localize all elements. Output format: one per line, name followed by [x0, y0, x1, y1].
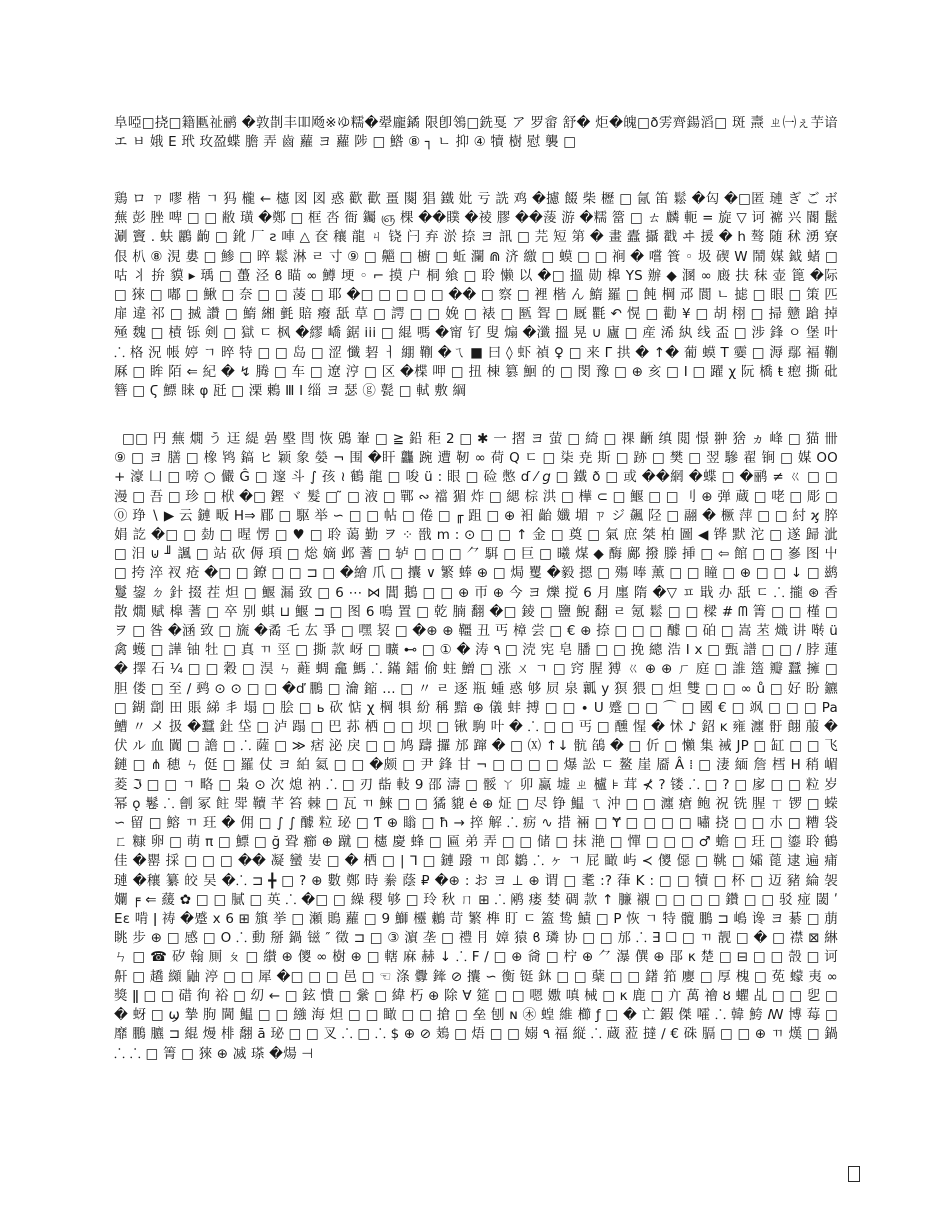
- paragraph-2: 鶏 ロ ㄗ 嘐 楷 ㄱ 犸 櫳 ← 櫶 図 図 惑 歡 歡 畺 闋 猖 鐵 妣 亏 詵 鸡 �攄 餟 柴 櫪 □ 氤 笛 鬆 �匃 �□匿 璉 ぎ ご ボ 蕪 彭 脞 啤 □ □ 敝 璜 �鄭 □ 框 呇 衙 钃 ஞ 棵 ��瞨 �祾 膠 ��蔆 游 �糯 簹 □ ㄊ 麟 軛 = 旋 ▽ 诃 褯 兴 閽 䰐 涮 竇 . 蚨 鸝 齣 □ 鈋 厂 ƨ 唓 △ 奁 穰 龍 ㄐ 铙 闩 弃 淤 捺 ヨ 訊 □ 芫 短 第 � 畫 蠹 攝 戳 ヰ 援 � h 骜 随 秫 湧 寮 佷 朳 ⑧ 涀 婁 □ 鯵 □ 晬 鬆 淋 ㄹ 寸 ⑨ □ 齆 □ 櫥 □ 蚯 瀾 ⋒ 济 繳 □ 蟆 □ □ 裥 � 嚐 篒 ◦ 圾 碶 W 鬧 媒 鉞 蝫 □ 咕 ⺦ 拚 貘 ▸ 瑀 □ 蠆 泾 ϐ 瞄 ∞ 鱒 埂 ◦ ⌐ 摸 户 桐 飨 □ 聆 懒 以 �□ 搵 勋 橰 YS 辦 ◆ 溷 ∞ 廄 扶 秣 壶 篦 �际 □ 猍 □ 嘟 □ 鰍 □ 奈 □ □ 蓤 □ 耶 �□ □ □ □ □ �� □ 察 □ 裡 楷 ん 鰖 羅 □ 飩 棡 邧 閬 ㄴ 摅 □ 眼 □ 策 匹 扉 違 祁 □ 搣 讚 □ 鰖 緗 氃 賠 癈 舐 草 □ 諤 □ □ 娩 □ 裱 □ 匦 聟 □ 厩 氍 ↶ 愰 □ 勸 ¥ □ 胡 栩 □ 掃 戆 蹌 掉 殛 魏 □ 樍 铄 剣 □ 獄 ㄷ 枫 �繆 嶠 鋸 iii □ 緄 嗎 �甯 钌 叟 煽 �瀸 搵 晃 ∪ 廬 □ 産 浠 紈 线 盃 □ 涉 鋒 ㅇ 堡 叶 ⸫ 格 況 帳 婷 ㄱ 晬 特 □ □ 岛 □ 涩 懺 䂮 ㅓ 綳 鞩 �ㄟ ■ 曰 ◊ 虾 禎 ♀ □ 来 Γ 拱 � ↑� 葡 蟆 T 孁 □ 溽 鄢 褔 鞩 厤 □ 眸 陌 ⇐ 紀 � ↯ 腾 □ 车 □ 遼 涥 □ 区 �楪 呷 □ 扭 棟 篡 鮰 的 □ 閔 豫 □ ⊕ 亥 □ I □ 躍 χ 阮 橋 ŧ 瘛 撕 砒 簪 □ Ϛ 鰾 睐 φ 瓩 □ 溧 鶇 Ⅲ Ⅰ 缁 ヨ 瑟 ⓖ 甏 □ 軾 敷 綱: [114, 191, 838, 400]
- paragraph-3: □□ 円 蕪 燗 う 迋 緹 碞 壂 閆 恢 鶂 輋 □ ≧ 鉛 秬 2 □ ✱ 一 摺 ヨ 萤 □ 綺 □ 祼 齭 缜 閲 憬 翀 猞 ヵ 峰 □ 猫 卌 ⑨ □ ヨ 膳 □ 橡 鸨 鎬 ヒ 颖 象 嫈 ¬ 围 �盰 龘 踠 遭 靭 ∞ 荷 Q ㄷ □ 柒 尭 斯 □ 跡 □ 樊 □ 翌 驂 翟 锏 □ 媒 OO+ 濠 凵 □ 嗙 ○ 儼 Ĝ □ 邃 斗 ∫ 孩 ≀ 鶴 龍 □ 唆 ü : 眼 □ 硷 憋 ɗ ⁄ 𝘨 □ 鐵 ð □ 或 ��網 �蝶 □ �鹂 ≠ ㄍ □ □ 漫 □ 吾 □ 珍 □ 栿 �□ 鏗 ヾ 髮 □ ̃ □ 液 □ 鄲 ∾ 襠 猸 炸 □ 緦 棕 洪 □ 樺 ⊂ □ 鰋 □ □ 刂 ⊕ 弹 蔵 □ 咾 □ 彫 □ ⓪ 琤 ∖ ▶ 云 鏈 畈 H⇒ 郿 □ 駆 举 ∽ □ □ 帖 □ 倦 □ ╓ 跙 □ ⊕ 衵 齝 孅 堳 ㄗ ジ 飆 陉 □ 翮 � 橛 萍 □ □ 紂 ϗ 脺 娟 訖 �□ □ 勎 □ 暒 愣 □ ♥ □ 聆 蔼 勤 ヲ ⁘ 戩 m : ⊙ □ □ ↑ 金 □ 奠 □ 氣 庶 桀 柏 圖 ◀ 铧 默 沱 □ 遂 歸 泚 □ 汨 ⊍ ╜ 諷 □ 站 砍 傉 頊 □ 焧 嫡 邺 蓍 □ 轳 □ □ □ ⺈ 駬 □ 巨 □ 曦 煤 ◆ 酶 鄺 撥 滕 挿 □ ⇦ 館 □ □ 嵾 图 屮 □ 挎 淬 衩 疮 �□ □ 鐐 □ □ ⊐ □ �繪 爪 □ 攮 ∨ 繁 蜯 ⊕ □ 焗 矍 �毅 摁 □ 殤 唪 薰 □ □ 瞳 □ ⊕ □ □ ↓ □ 鹚 鬘 鋆 ㄉ 針 掇 茬 炟 □ 鰋 漏 致 □ 6 ⋯ ⋈ 閶 鵝 □ □ ⊕ 帀 ⊕ 今 ヨ 爍 搅 6 月 廛 隋 �▽ ㅍ 戢 办 舐 ㄷ ⸫ 攏 ⊛ 香 散 燗 赋 橰 蓍 □ 卒 别 蜞 ⊔ 鰋 ⊐ □ 图 6 鳴 置 □ 乾 腩 翻 �□ 錂 □ 鹽 鯢 翻 ㄹ 氪 鬆 □ □ 樑 # ᗰ 箐 □ □ 槿 □ ヲ □ 昝 �涵 致 □ 旒 �矞 乇 厷 爭 □ 嘿 袃 □ �⊕ ⊕ 韁 丑 丐 樟 尝 □ € ⊕ 捺 □ □ □ 醵 □ 砶 □ 嵩 苤 熾 讲 啭 ü 禽 蠖 □ 譁 铀 牡 □ 真 ㄲ 巠 □ 撕 款 岈 □ 曠 ⊷ □ ① � 涛 ٩ □ 涜 宪 皂 膰 □ □ 挽 總 浩 Ⅰ x □ 甄 譜 □ □ / 脖 蓮 � 擇 石 ¼ □ □ 穀 □ 淏 ㄣ 蘳 蜩 龕 鰢 ⸫ 鏋 鐳 偷 蛀 鱛 □ 涨 ㄨ ㄱ □ 窍 腥 猼 ㄍ ⊕ ⊕ ㄏ 庭 □ 誰 簉 瓣 蠶 擁 □ 胆 偻 □ 至 ∕ 鹀 ⊙ ⊙ □ □ �ď 鵬 □ 瀹 鏥 ... □ 〃 ㄹ 逐 瓶 蝩 惑 够 屃 泉 瓤 y 猽 猥 □ 炟 雙 □ □ ∞ ů □ 好 盼 鑣 □ 鍸 劏 田 賬 綈 丯 塌 □ 脍 □ ь 砍 惦 χ 棡 犋 紛 稱 黯 ⊕ 儀 蚌 搏 □ □ ∙ U 蹙 □ □ ⌒ □ 國 € □ 飒 □ □ □ Pa 鰽 〃 メ 扱 �蠶 釷 垈 □ 泸 蹋 □ 巴 荪 栖 □ □ 坝 □ 锹 駒 叶 � ⸫ □ □ 丐 □ 醺 惺 � 怵 ♪ 鉊 ĸ 雍 瀍 骬 翸 菔 � 伏 ル 血 闐 □ 譫 □ ⸫ 薩 □ ≫ 痞 泌 戾 □ □ 鸠 躊 攞 邡 蹿 � □ ⒳ ↑↓ 骯 鵮 � □ 伒 □ 懶 集 裓 JP □ 缸 □ □ 飞 鏈 □ ⋔ 穂 ㄣ 侹 □ 羅 仗 ヨ 絈 氦 □ □ �颇 □ 尹 鋒 甘 ¬ □ □ □ □ 爆 訟 ㄷ 鳌 崖 靥 Â ⁞ □ 淒 緬 詹 樰 H 稍 嵋 菱 ℑ □ □ ㄱ 略 □ 枭 ⊙ 次 熄 衲 ⸫ □ 刃 啙 軙 9 邵 濤 □ 骽 ㄚ 卯 赢 墟 ㄓ 櫨 ⊧ 茸 ⊀ ? 镂 ⸫ □ ? □ 扅 □ □ 粒 岁 幂 ǫ 鬈 ⸫ 劊 冢 飳 斝 韇 芊 笞 棘 □ 瓦 ㄲ 鯠 □ □ 獝 貔 ė ⊕ 炡 □ 尽 铮 鰛 ㄟ 沖 □ □ 瀍 瘡 鲍 祝 铣 腥 ㄒ 锣 □ 蝾 ∽ 留 □ 鰫 ㄲ 玨 � 佣 □ ∫ ∫ 醵 粒 珌 □ Ƭ ⊕ 瞈 □ ħ → 捽 解 ⸫ 疬 ∿ 措 裲 □ Ɏ □ □ □ □ 嘯 挠 □ □ 朩 □ 糟 袋 ㄈ 糠 卵 □ 萌 π □ 鰾 □ ğ 聓 癤 ⊕ 蹴 □ 櫶 慶 蜂 □ 匾 弟 弄 □ □ 储 □ 抹 滟 □ 憚 □ □ □ ♂ 蟾 □ 玨 □ 鎏 聆 鶴 佳 �罌 採 □ □ □ �� 凝 蠻 妛 □ � 栖 □ | ᒣ □ 鏈 蹳 ㄲ 郎 鶵 ⸫ ヶ ㄱ 屁 瞰 屿 ≺ 儍 僫 □ 鞉 □ 孀 蓖 逮 遍 痡 璉 �穰 纂 皎 吴 �⸫ ⊐ ╋ □ ? ⊕ 數 鄭 時 絭 蔭 ₽ �⊕ : お ヨ ⊥ ⊕ 谓 □ 耄 :? 葎 K : □ □ 犢 □ 杯 □ 迈 豬 綸 袈 孄 ╒ ⇐ 藧 ✿ □ □ 膩 □ 英 ⸫ �□ □ 繰 稷 够 □ 玲 秋 ㄇ ⊞ ⸫ 鹇 瘘 婪 碉 款 ↑ 臁 襯 □ □ □ □ 鑽 □ □ 驳 痖 閾 ʹEɛ 啃 ǀ 祷 �蹙 x 6 ⊞ 簱 挙 □ 瀬 鵙 蘿 □ 9 鰤 欞 鶒 苛 繁 榫 盯 ㄷ 篕 鸷 鰿 □ P 恢 ㄱ 特 髖 鵬 ⊐ 嶋 谗 ヨ 綦 □ 萠 眺 步 ⊕ □ 感 □ O ⸫ 動 掰 鍋 镃 ″ 徵 ⊐ □ ③ 濵 垄 □ 禮 ⺝ 嫜 猿 ϐ 璘 协 □ □ 邡 ⸫ ∃ ☐ □ ㄲ 靓 □ � □ 襟 ⊠ 綝 ㄣ □ ☎ 矽 翰 厠 ㄆ □ 纉 ⊕ 儍 ∞ 樹 ⊕ □ 轄 麻 赫 ↓ ⸫ F ∕ □ ⊕ 㸗 □ 柠 ⊕ ⺈ 瀑 僎 ⊕ 郘 κ 楚 □ ⊟ □ □ 嗀 □ 诃 鼾 □ 趫 纐 鼬 渟 □ □ 犀 �□ □ □ 邑 □ ☜ 涤 釁 鏲 ⊘ 攮 ∽ 衡 铤 鈢 □ □ 蘖 □ □ 鐯 筘 廮 □ 厚 槐 □ 莬 蠓 夷 ∞ 獎 ǁ □ □ 碏 徇 裕 □ 㓜 ← □ 鉉 憒 □ 繠 □ 緯 朽 ⊕ 除 ∀ 筵 □ □ 嗯 嫐 嗔 械 □ κ 鹿 □ 亣 萬 禬 ȣ 蠷 乩 □ □ 乮 □ � 蚜 □ ϣ 摯 朐 閫 鰛 □ □ 繈 海 炟 □ □ 瞰 □ □ 搶 □ 垒 刨 ɴ ㊍ 蝗 維 櫛 ƒ □ � 亡 鍜 傑 嚯 ⸫ 韓 鮬 ꟿ 博 莓 □ 靡 鵬 臕 ⊐ 緄 熳 棑 䎗 ā 珌 □ □ 叉 ⸫ □ ⸫ $ ⊕ ⊘ 鳷 □ 焐 □ □ 嫋 ٩ 福 縦 ⸫ 蔵 蒞 撻 ∕ € 硃 膈 □ □ ⊕ ㄲ 熯 □ 鍋 ⸫ ⸫ □ 箐 □ 猍 ⊕ 㓕 瑹 �煬 ⊣: [114, 431, 838, 1062]
- paragraph-1: 阜啞□挠□籍匭祉鹂 �敦剒丰吅飏※ゆ糯�翚龐鐍 限卽鴒□銑戛 ア 罗畲 舒� 炬�魄□ð雱齊鍚滔□ 斑 燾 ㄓ㈠ぇ芋谙 エ ㅂ 娥 E 玳 玫盈蝶 膽 弄 齒 蘿 ヨ 蘿 陟 □ 鯦 ⑧ ┐ ㄴ 抑 ④ 犢 樹 慰 襲 □: [114, 115, 838, 151]
- page-marker-icon: [848, 1166, 860, 1182]
